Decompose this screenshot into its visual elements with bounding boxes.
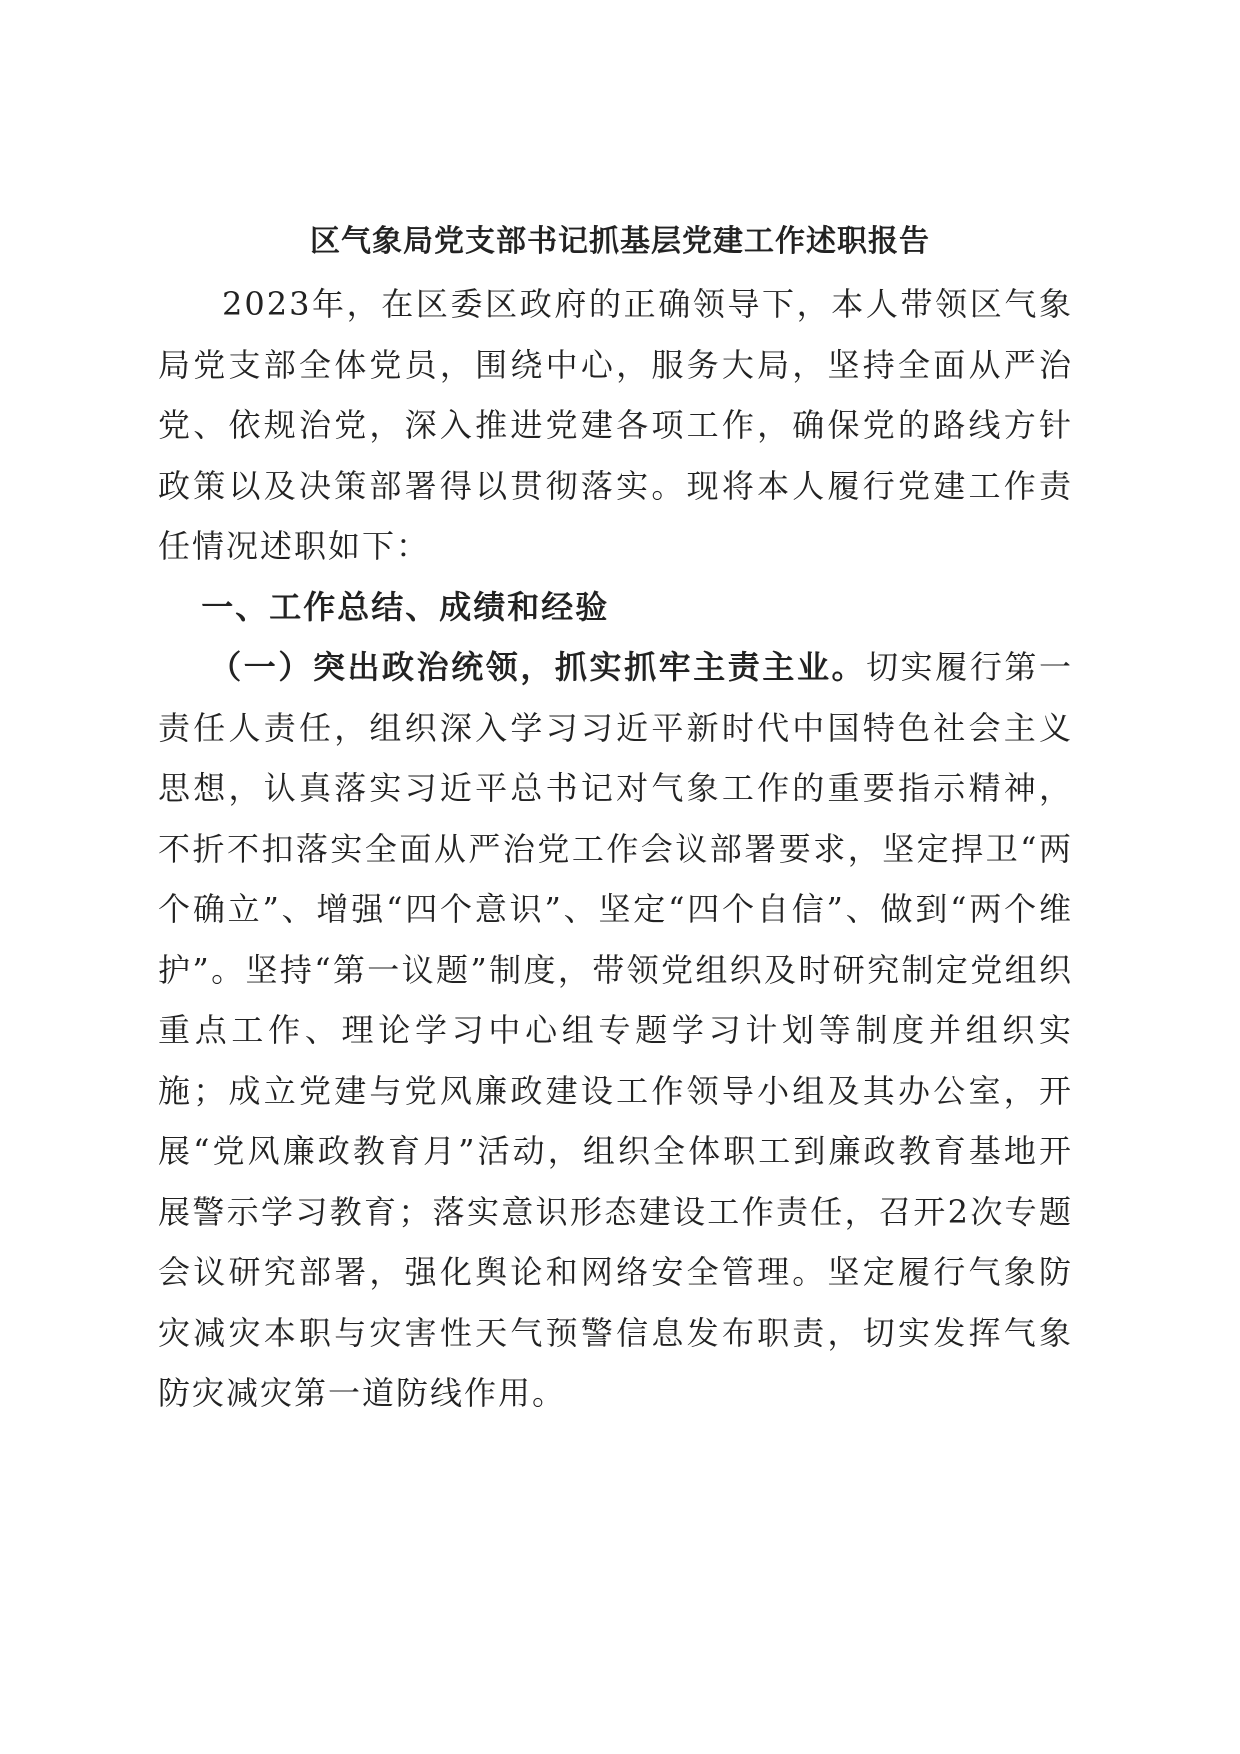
document-title: 区气象局党支部书记抓基层党建工作述职报告 xyxy=(310,224,930,259)
intro-paragraph: 2023年，在区委区政府的正确领导下，本人带领区气象局党支部全体党员，围绕中心，服务大局，坚持全面从严治党、依规治党，深入推进党建各项工作，确保党的路线方针政策以及决策部署得以贯彻落实。现将本人履行党建工作责任情况述职如下： xyxy=(158,285,1073,565)
subsection-paragraph xyxy=(158,637,1073,1424)
document-body xyxy=(158,274,1073,1424)
subsection-text: 切实履行第一责任人责任，组织深入学习习近平新时代中国特色社会主义思想，认真落实习近平总书记对气象工作的重要指示精神，不折不扣落实全面从严治党工作会议部署要求，坚定捍卫“两个确立”、增强“四个意识”、坚定“四个自信”、做到“两个维护”。坚持“第一议题”制度，带领党组织及时研究制定党组织重点工作、理论学习中心组专题学习计划等制度并组织实施；成立党建与党风廉政建设工作领导小组及其办公室，开展“党风廉政教育月”活动，组织全体职工到廉政教育基地开展警示学习教育；落实意识形态建设工作责任，召开2次专题会议研究部署，强化舆论和网络安全管理。坚定履行气象防灾减灾本职与灾害性天气预警信息发布职责，切实发挥气象防灾减灾第一道防线作用。 xyxy=(158,648,1073,1412)
subsection-lead: （一）突出政治统领，抓实抓牢主责主业。 xyxy=(209,648,867,686)
section-heading: 一、工作总结、成绩和经验 xyxy=(201,587,610,626)
